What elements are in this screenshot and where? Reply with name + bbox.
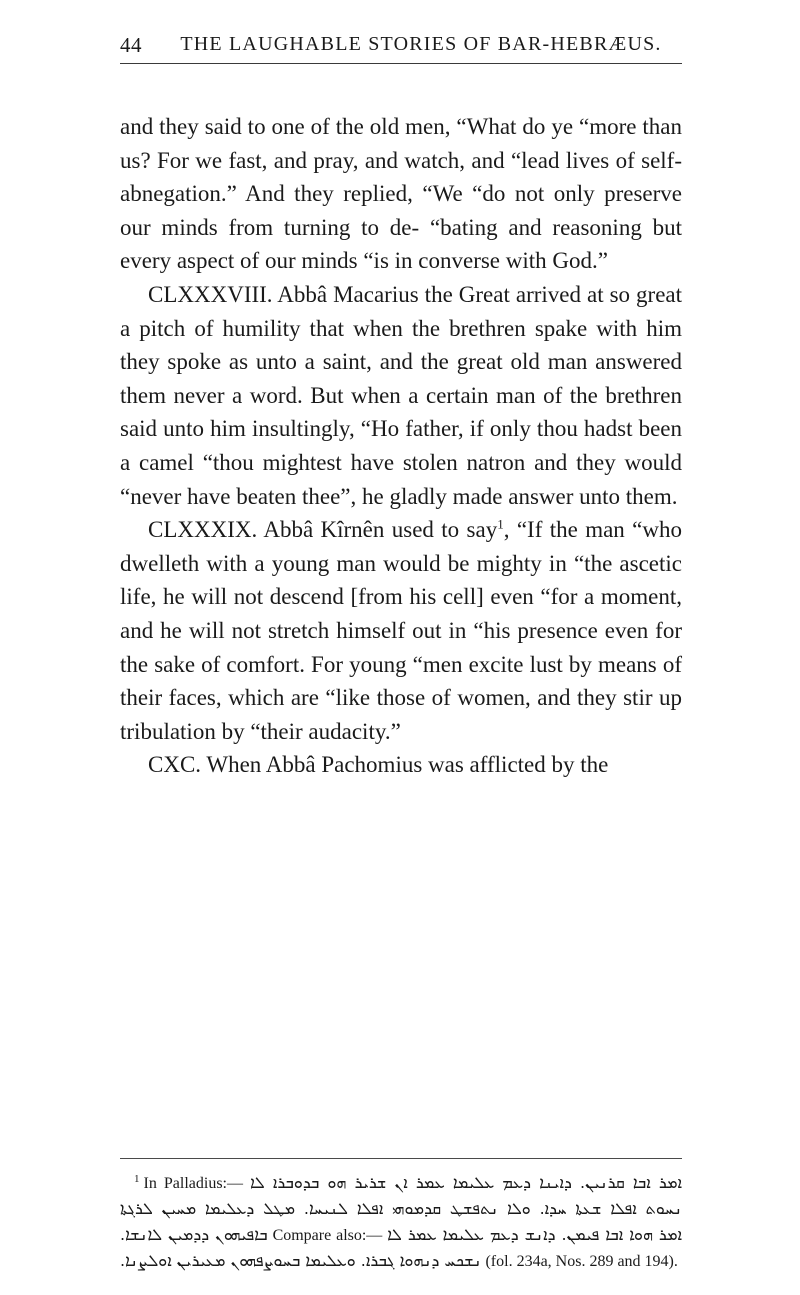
footnote-reference: 1: [497, 516, 504, 532]
paragraph-clxxxviii: CLXXXVIII. Abbâ Macarius the Great arrived at so great a pitch of humility that when the brethren spake with him they spoke as unto a saint, and the great old man answered them never a word. But when a certain man of the brethren said unto him insultingly, “Ho father, if only thou hadst been a camel “thou mightest have stolen natron and they would “never have beaten thee”, he gladly made answer unto them.: [120, 281, 682, 509]
footnote-compare: Compare also:—: [272, 1227, 383, 1244]
footnote-marker: 1: [134, 1172, 140, 1185]
footnote-intro: In Palladius:—: [143, 1175, 244, 1192]
paragraph-clxxxix-rest: , “If the man “who dwelleth with a young man would be mighty in “the ascetic life, he will not descend [from his cell] even “for a moment, and he will not stretch himself out in “his presence even for the sake of comfort. For young “men excite lust by means of their faces, which are “like those of women, and they stir up tribulation by “their audacity.”: [120, 517, 682, 744]
page-number: 44: [120, 33, 142, 57]
footnote-syriac-quote: ܐܡܪ ܐܒܐ ܩܪܢܝܢ. ܕܐܝܢܐ ܕܥܡ ܥܠܝܡܐ ܥܡܪ ܐܢ ܫܪܝܪ ܗܘ ܒܕܘܒܪܐ ܠܐ ܢܚܘܬ ܐܦܠܐ ܫܥܬܐ ܚܕܐ. ܘܠܐ ܢܬܦܫܛ ܩܕܡܘܗܝ ܐܦܠܐ ܠܢܝܚܐ. ܡܛܠ ܕܥܠܝܡܐ ܡܚܝܢ ܠܪܓܬܐ ܒܐܦܝܗܘܢ ܕܕܡܝܢ ܠܐܢܫܐ.: [120, 1173, 683, 1244]
paragraph-continuation: and they said to one of the old men, “What do ye “more than us? For we fast, and pray, and watch, and “lead lives of self-abnegation.” And they replied, “We “do not only preserve our minds from turning to de- “bating and reasoning but every aspect of our minds “is in converse with God.”: [120, 114, 682, 274]
footnote-syriac-compare: ܐܡܪ ܗܘܐ ܐܒܐ ܦܝܡܢ. ܕܐܢܫ ܕܥܡ ܥܠܝܡܐ ܥܡܪ ܠܐ ܢܫܟܚ ܕܢܗܘܐ ܓܒܪܐ. ܘܥܠܝܡܐ ܒܚܘܨܦܗܘܢ ܡܥܝܪܝܢ ܐܘܠܨܢܐ.: [120, 1225, 683, 1270]
paragraph-clxxxix: [120, 513, 682, 748]
footnote: [120, 1170, 682, 1274]
running-title: THE LAUGHABLE STORIES OF BAR-HEBRÆUS.: [180, 33, 662, 55]
running-head: [120, 33, 682, 64]
body-text: [120, 110, 682, 782]
paragraph-cxc: CXC. When Abbâ Pachomius was afflicted by the: [148, 752, 609, 778]
paragraph-clxxxix-lead: CLXXXIX. Abbâ Kîrnên used to say: [148, 517, 498, 543]
footnote-rule: [120, 1158, 682, 1159]
footnote-reference-text: (fol. 234a, Nos. 289 and 194).: [485, 1253, 678, 1270]
